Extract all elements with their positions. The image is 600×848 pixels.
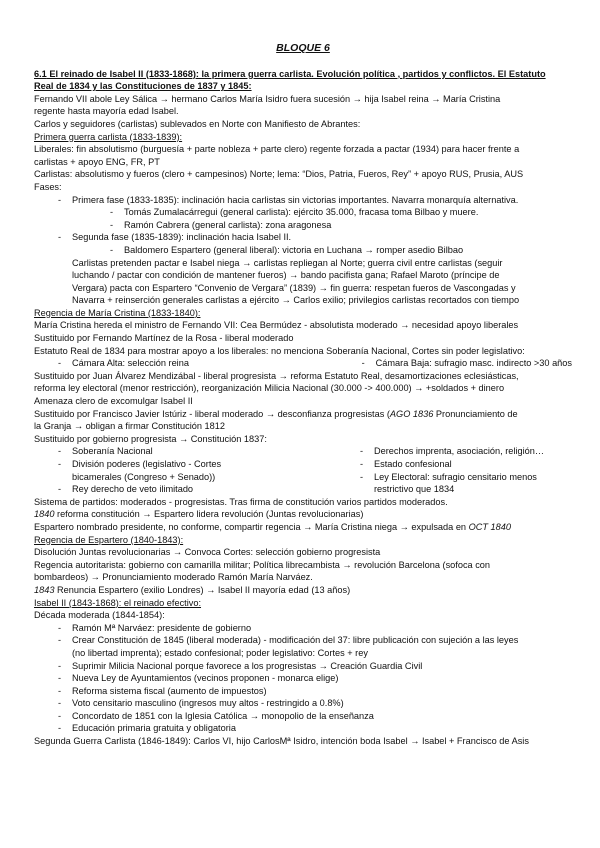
text-line: Segunda Guerra Carlista (1846-1849): Carlos VI, hijo CarlosMª Isidro, intención boda Isabel → Isabel + Francisco de Asis bbox=[34, 736, 529, 747]
subheading-regencia-espartero: Regencia de Espartero (1840-1843): bbox=[34, 534, 184, 545]
list-item-text: Segunda fase (1835-1839): inclinación hacia Isabel II. bbox=[72, 232, 292, 243]
text-segment: Espartero nombrado presidente, no conforme, compartir regencia → María Cristina niega → expulsada en bbox=[34, 521, 469, 532]
bullet-dash: - bbox=[58, 194, 62, 205]
list-item-continuation: bicamerales (Congreso + Senado)) bbox=[72, 471, 216, 482]
list-item-text: Nueva Ley de Ayuntamientos (vecinos proponen - monarca elige) bbox=[72, 673, 339, 684]
bullet-dash: - bbox=[360, 459, 364, 469]
constitucion-left-column bbox=[58, 445, 322, 495]
list-item bbox=[110, 206, 572, 219]
text-line: Sustituido por gobierno progresista → Constitución 1837: bbox=[34, 433, 267, 444]
text-line: carlistas + apoyo ENG, FR, PT bbox=[34, 156, 160, 167]
text-line: la Granja → obligan a firmar Constitución 1812 bbox=[34, 421, 225, 432]
list-item bbox=[110, 219, 572, 232]
list-item-continuation: (no libertad imprenta); estado confesional; poder legislativo: Cortes + rey bbox=[72, 647, 368, 658]
list-item bbox=[58, 445, 322, 458]
bullet-dash: - bbox=[58, 685, 62, 696]
section-heading bbox=[34, 68, 572, 81]
bullet-dash: - bbox=[58, 710, 62, 721]
text-line: luchando / pactar con condición de mantener fueros) → bando pacifista gana; Rafael Maroto (príncipe de bbox=[72, 270, 500, 281]
list-item bbox=[361, 357, 572, 370]
text-line: Regencia autoritarista: gobierno con camarilla militar; Política librecambista → revolución Barcelona (sofoca con bbox=[34, 559, 491, 570]
text-line: Carlistas: absolutismo y fueros (clero + campesinos) Norte; lema: “Dios, Patria, Fueros, Rey” + apoyo RUS, Prusia, AUS bbox=[34, 169, 524, 180]
list-item bbox=[58, 672, 572, 685]
list-item-text: Ramón Mª Narváez: presidente de gobierno bbox=[72, 622, 252, 633]
text-line: Amenaza clero de excomulgar Isabel II bbox=[34, 396, 193, 407]
list-item-text: Cámara Alta: selección reina bbox=[72, 358, 189, 369]
text-line: Navarra + reinserción generales carlistas a ejército → Carlos exilio; privilegios carlistas recortados con tiempo bbox=[72, 295, 520, 306]
bullet-dash: - bbox=[58, 446, 62, 457]
list-item-text: Tomás Zumalacárregui (general carlista): ejército 35.000, fracasa toma Bilbao y muere. bbox=[124, 207, 479, 218]
list-item bbox=[58, 685, 572, 698]
text-line: reforma ley electoral (menor restricción), reorganización Milicia Nacional (30.000 -> 400.000) → +soldados + dinero bbox=[34, 383, 505, 394]
section-heading-line2: Real de 1834 y las Constituciones de 1837 y 1845: bbox=[34, 81, 252, 92]
intro-line: Carlos y seguidores (carlistas) sublevados en Norte con Manifiesto de Abrantes: bbox=[34, 118, 361, 129]
list-item bbox=[58, 660, 572, 673]
list-item-text: Derechos imprenta, asociación, religión… bbox=[374, 446, 545, 457]
text-line: Liberales: fin absolutismo (burguesía + parte nobleza + parte clero) regente forzada a pactar (1934) para hacer frente a bbox=[34, 144, 520, 155]
text-line bbox=[34, 521, 572, 534]
text-line bbox=[34, 508, 572, 521]
list-item-text: Estado confesional bbox=[374, 459, 452, 469]
list-item-text: Cámara Baja: sufragio masc. indirecto >30 años bbox=[375, 358, 572, 369]
list-item bbox=[58, 710, 572, 723]
list-item-continuation: restrictivo que 1834 bbox=[374, 484, 455, 495]
bullet-dash: - bbox=[58, 635, 62, 646]
text-segment: reforma constitución → Espartero lidera revolución (Juntas revolucionarias) bbox=[54, 509, 364, 520]
list-item bbox=[58, 722, 572, 735]
section-number: 6.1 bbox=[34, 68, 47, 79]
text-line: Carlistas pretenden pactar e Isabel niega → carlistas repliegan al Norte; guerra civil entre carlistas (seguir bbox=[72, 257, 503, 268]
bullet-dash: - bbox=[58, 232, 62, 243]
list-item-text: Voto censitario masculino (ingresos muy altos - restringido a 0.8%) bbox=[72, 698, 344, 709]
page-title: BLOQUE 6 bbox=[276, 42, 330, 54]
text-segment: Renuncia Espartero (exilio Londres) → Isabel II mayoría edad (13 años) bbox=[54, 584, 351, 595]
text-line: Década moderada (1844-1854): bbox=[34, 610, 165, 621]
bullet-dash: - bbox=[360, 446, 364, 457]
section-heading-line1: El reinado de Isabel II (1833-1868): la primera guerra carlista. Evolución política , partidos y conflictos. El Estatuto bbox=[46, 68, 546, 79]
list-item bbox=[58, 483, 322, 496]
text-line: Vergara) pacta con Espartero “Convenio de Vergara” (1839) → fin guerra: respetan fueros de Vascongadas y bbox=[72, 282, 516, 293]
bullet-dash: - bbox=[58, 484, 62, 495]
list-item bbox=[110, 244, 572, 257]
date-italic: 1840 bbox=[34, 509, 55, 520]
text-line: Fases: bbox=[34, 181, 62, 192]
bullet-dash: - bbox=[58, 622, 62, 633]
bullet-dash: - bbox=[360, 471, 364, 482]
intro-line: regente hasta mayoría edad Isabel. bbox=[34, 106, 179, 117]
list-item-text: División poderes (legislativo - Cortes bbox=[72, 459, 222, 469]
list-item-text: Ley Electoral: sufragio censitario menos bbox=[374, 471, 537, 482]
text-segment: Sustituido por Francisco Javier Istúriz - liberal moderado → desconfianza progresistas ( bbox=[34, 408, 390, 419]
text-line: Sustituido por Juan Álvarez Mendizábal - liberal progresista → reforma Estatuto Real, desamortizaciones eclesiásticas, bbox=[34, 370, 519, 381]
list-item-text: Soberanía Nacional bbox=[72, 446, 153, 457]
subheading-regencia-maria-cristina: Regencia de María Cristina (1833-1840): bbox=[34, 307, 201, 318]
text-line: bombardeos) → Pronunciamiento moderado Ramón María Narváez. bbox=[34, 572, 313, 583]
constitucion-right-column bbox=[360, 445, 545, 495]
list-item bbox=[58, 194, 572, 207]
list-item-text: Ramón Cabrera (general carlista): zona aragonesa bbox=[124, 219, 332, 230]
list-item-text: Rey derecho de veto ilimitado bbox=[72, 484, 194, 495]
bullet-dash: - bbox=[110, 244, 114, 255]
text-line bbox=[34, 584, 572, 597]
list-item bbox=[58, 458, 322, 471]
date-italic: 1843 bbox=[34, 584, 55, 595]
list-item bbox=[360, 445, 545, 458]
bullet-dash: - bbox=[110, 207, 114, 218]
subheading-primera-guerra: Primera guerra carlista (1833-1839): bbox=[34, 131, 183, 142]
intro-line: Fernando VII abole Ley Sálica → hermano Carlos María Isidro fuera sucesión → hija Isabel reina → María Cristina bbox=[34, 93, 501, 104]
list-item bbox=[58, 634, 572, 647]
bullet-dash: - bbox=[58, 358, 62, 369]
constitucion-1837-columns bbox=[34, 445, 572, 495]
bullet-dash: - bbox=[58, 660, 62, 671]
list-item bbox=[58, 231, 572, 244]
text-line bbox=[34, 408, 572, 421]
camaras-row bbox=[34, 357, 572, 370]
text-line: Sistema de partidos: moderados - progresistas. Tras firma de constitución varios partidos moderados. bbox=[34, 496, 448, 507]
subheading-isabel-ii: Isabel II (1843-1868): el reinado efectivo: bbox=[34, 597, 202, 608]
list-item-text: Suprimir Milicia Nacional porque favorece a los progresistas → Creación Guardia Civil bbox=[72, 660, 423, 671]
list-item bbox=[58, 357, 362, 370]
bullet-dash: - bbox=[361, 358, 365, 369]
list-item bbox=[58, 622, 572, 635]
date-italic: OCT 1840 bbox=[468, 521, 511, 532]
text-segment: Pronunciamiento de bbox=[433, 408, 518, 419]
list-item-text: Primera fase (1833-1835): inclinación hacia carlistas sin victorias importantes. Navarra monarquía alternativa. bbox=[72, 194, 519, 205]
list-item bbox=[360, 471, 544, 484]
list-item-text: Baldomero Espartero (general liberal): victoria en Luchana → romper asedio Bilbao bbox=[124, 244, 464, 255]
text-line: Disolución Juntas revolucionarias → Convoca Cortes: selección gobierno progresista bbox=[34, 547, 381, 558]
list-item-text: Concordato de 1851 con la Iglesia Católica → monopolio de la enseñanza bbox=[72, 710, 374, 721]
list-item bbox=[58, 697, 572, 710]
text-line: Sustituido por Fernando Martínez de la Rosa - liberal moderado bbox=[34, 333, 294, 344]
text-line: María Cristina hereda el ministro de Fernando VII: Cea Bermúdez - absolutista moderado → necesidad apoyo liberales bbox=[34, 320, 519, 331]
bullet-dash: - bbox=[58, 723, 62, 734]
text-line: Estatuto Real de 1834 para mostrar apoyo a los liberales: no menciona Soberanía Nacional, Cortes sin poder legislativo: bbox=[34, 345, 525, 356]
bullet-dash: - bbox=[58, 459, 62, 469]
bullet-dash: - bbox=[110, 219, 114, 230]
list-item-text: Reforma sistema fiscal (aumento de impuestos) bbox=[72, 685, 267, 696]
date-italic: AGO 1836 bbox=[389, 408, 434, 419]
bullet-dash: - bbox=[58, 698, 62, 709]
list-item-text: Crear Constitución de 1845 (liberal moderada) - modificación del 37: libre publicación con sujeción a las leyes bbox=[72, 635, 519, 646]
list-item-text: Educación primaria gratuita y obligatoria bbox=[72, 723, 236, 734]
bullet-dash: - bbox=[58, 673, 62, 684]
list-item bbox=[360, 458, 544, 471]
